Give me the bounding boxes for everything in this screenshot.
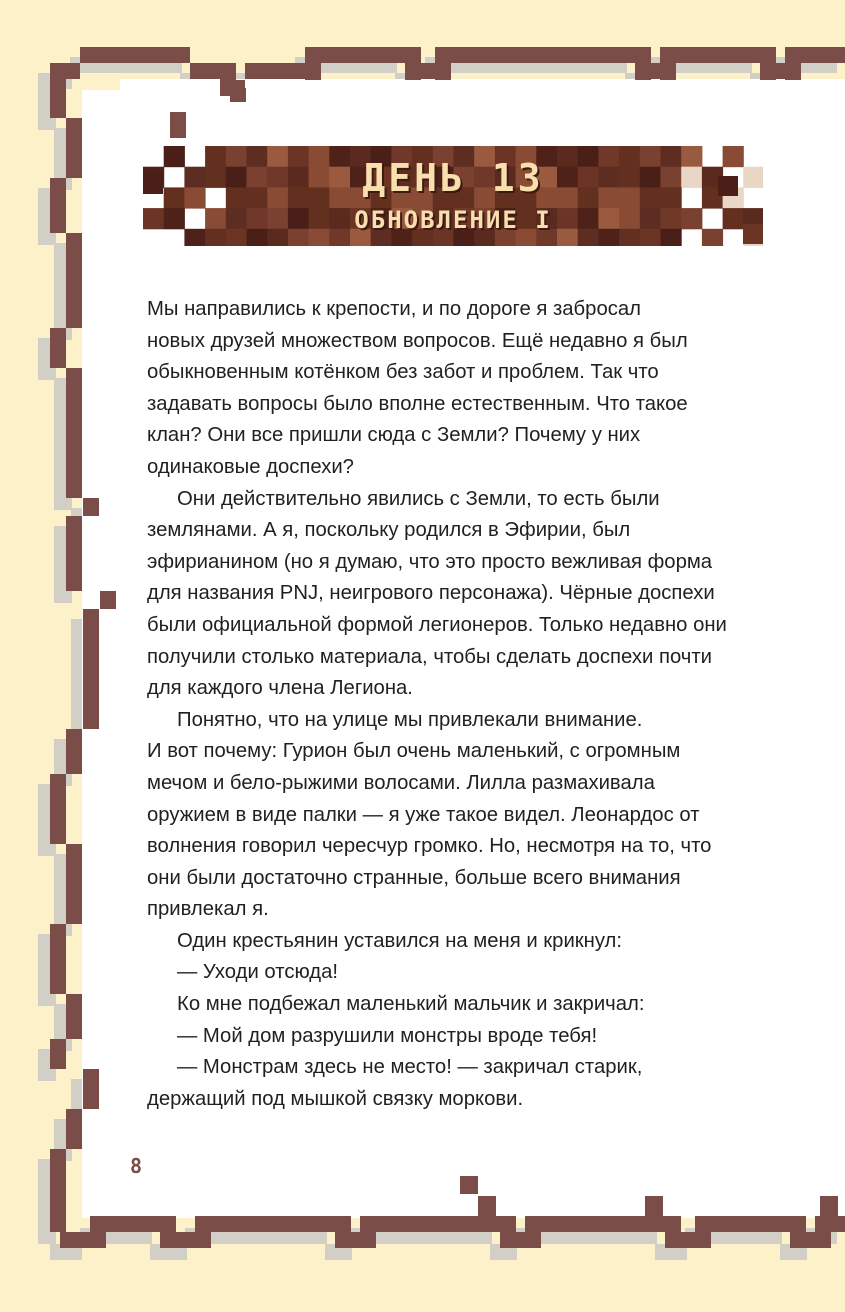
- text-line: были официальной формой легионеров. Только недавно они: [147, 613, 727, 636]
- text-line: Мы направились к крепости, и по дороге я забросал: [147, 298, 641, 320]
- text-line: землянами. А я, поскольку родился в Эфирии, был: [147, 519, 631, 542]
- body-text: [147, 294, 767, 1115]
- chapter-title: ДЕНЬ 13: [362, 156, 544, 200]
- text-line: И вот почему: Гурион был очень маленький, с огромным: [147, 740, 681, 763]
- text-line: привлекал я.: [147, 898, 269, 921]
- text-line: для каждого члена Легиона.: [147, 677, 413, 700]
- text-line: новых друзей множеством вопросов. Ещё недавно я был: [147, 329, 688, 352]
- text-line: мечом и бело-рыжими волосами. Лилла размахивала: [147, 771, 655, 794]
- text-line: Один крестьянин уставился на меня и крикнул:: [177, 929, 623, 952]
- chapter-banner: [143, 146, 763, 246]
- text-line: одинаковые доспехи?: [147, 455, 354, 478]
- text-line: они были достаточно странные, больше всего внимания: [147, 866, 681, 889]
- page-number: 8: [130, 1154, 143, 1178]
- chapter-subtitle: ОБНОВЛЕНИЕ I: [354, 206, 552, 234]
- text-line: клан? Они все пришли сюда с Земли? Почему у них: [147, 424, 641, 447]
- text-line: получили столько материала, чтобы сделать доспехи почти: [147, 645, 712, 668]
- text-line: Ко мне подбежал маленький мальчик и закричал:: [177, 993, 645, 1016]
- text-line: — Монстрам здесь не место! — закричал старик,: [177, 1056, 643, 1079]
- text-line: обыкновенным котёнком без забот и проблем. Так что: [147, 361, 659, 384]
- text-line: волнения говорил чересчур громко. Но, несмотря на то, что: [147, 835, 712, 858]
- text-line: держащий под мышкой связку моркови.: [147, 1087, 524, 1110]
- text-line: оружием в виде палки — я уже такое видел. Леонардос от: [147, 803, 700, 826]
- text-line: — Уходи отсюда!: [177, 961, 338, 984]
- text-line: эфирианином (но я думаю, что это просто вежливая форма: [147, 550, 713, 573]
- text-line: — Мой дом разрушили монстры вроде тебя!: [177, 1024, 598, 1047]
- text-line: Понятно, что на улице мы привлекали внимание.: [177, 708, 643, 731]
- text-line: Они действительно явились с Земли, то есть были: [177, 487, 660, 510]
- text-line: задавать вопросы было вполне естественным. Что такое: [147, 392, 688, 415]
- text-line: для названия PNJ, неигрового персонажа). Чёрные доспехи: [147, 582, 715, 605]
